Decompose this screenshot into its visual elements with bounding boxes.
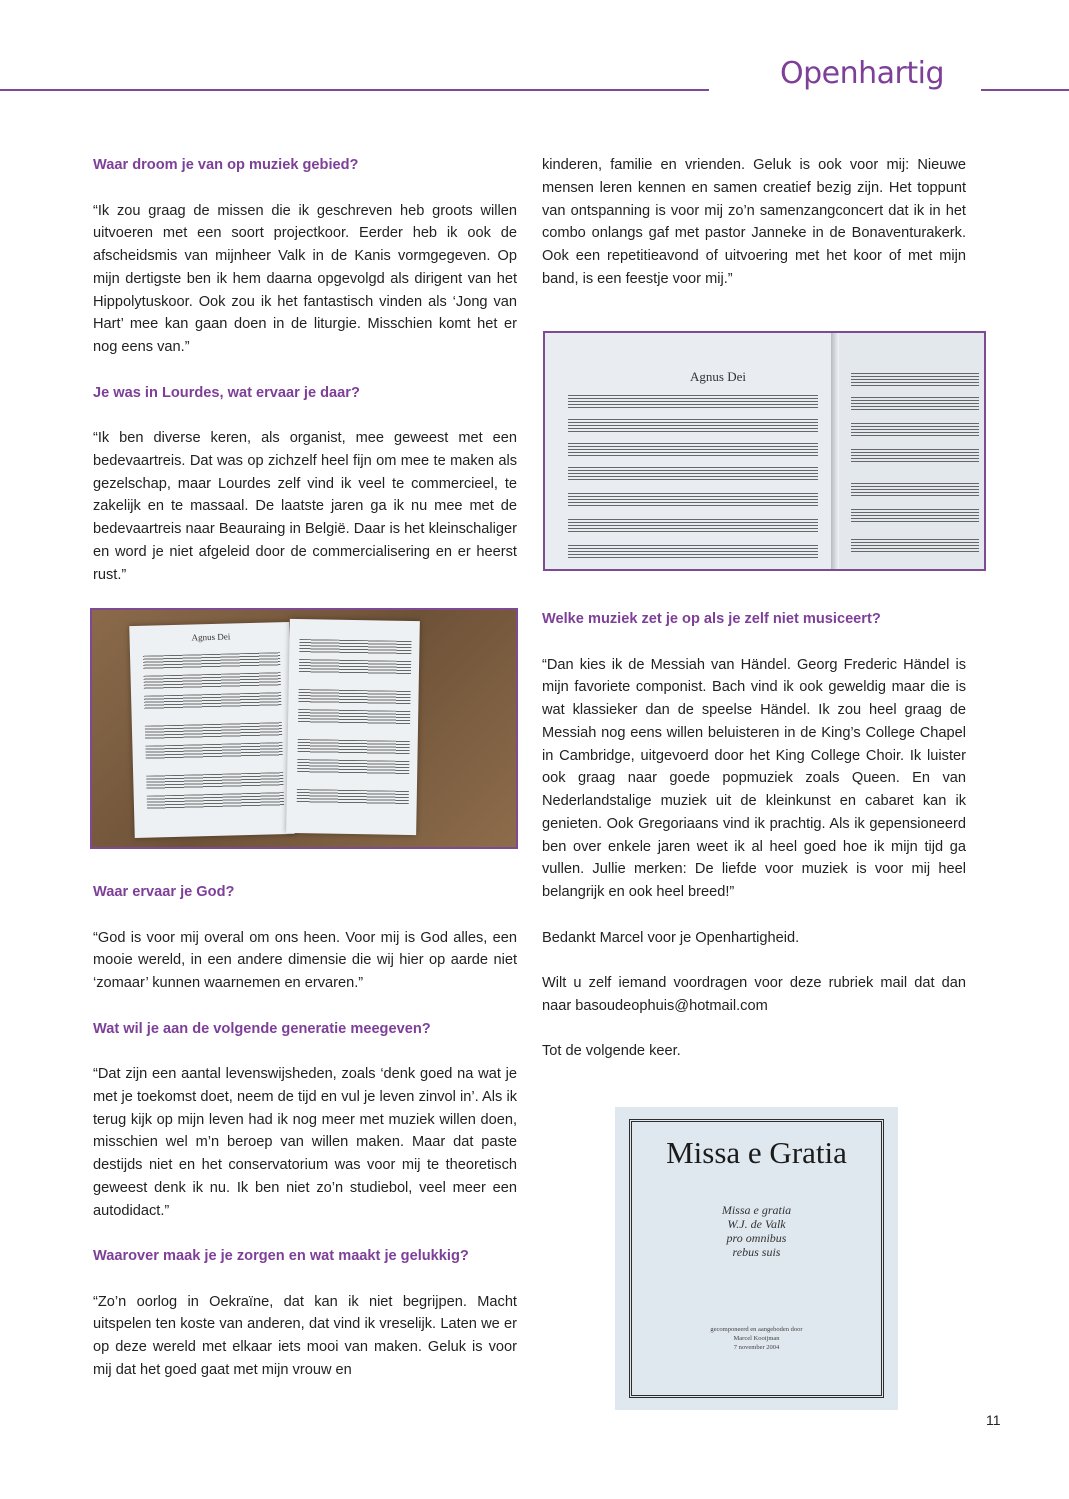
music-staff <box>851 397 979 411</box>
music-staff <box>298 739 410 755</box>
question-heading: Je was in Lourdes, wat ervaar je daar? <box>93 384 360 401</box>
music-staff <box>297 789 409 805</box>
nomination-line: Wilt u zelf iemand voordragen voor deze rubriek mail dat dan naar basoudeophuis@hotmail.com <box>542 975 966 1014</box>
cover-footer-line: Marcel Kooijman <box>733 1335 780 1342</box>
music-staff <box>851 483 979 497</box>
answer-paragraph: “God is voor mij overal om ons heen. Voor mij is God alles, een mooie wereld, in een andere dimensie die wij hier op aarde niet ‘zomaar’ kunnen waarnemen en ervaren.” <box>93 929 517 991</box>
question-heading: Waar ervaar je God? <box>93 884 235 900</box>
music-staff <box>851 373 979 387</box>
music-staff <box>851 423 979 437</box>
score-page-left <box>545 333 835 571</box>
question-heading: Waar droom je van op muziek gebied? <box>93 157 359 173</box>
music-staff <box>568 519 817 533</box>
cover-subtitle-line: rebus suis <box>732 1245 781 1259</box>
header-rule-right <box>981 89 1069 91</box>
cover-title: Missa e Gratia <box>666 1135 847 1170</box>
music-staff <box>851 449 979 463</box>
music-staff <box>568 443 817 457</box>
music-staff <box>568 467 817 481</box>
answer-paragraph: kinderen, familie en vrienden. Geluk is ook voor mij: Nieuwe mensen leren kennen en samen creatief bezig zijn. Het toppunt van ontspanning is voor mij zo’n samenzangconcert dat ik in het combo onlangs gaf met pastor Janneke in de Bonaventurakerk. Ook een repetitieavond of uitvoering met het koor of met mijn band, is een feestje voor mij.” <box>542 157 966 287</box>
cover-subtitle-line: W.J. de Valk <box>727 1217 786 1231</box>
left-column-lower <box>93 881 517 1382</box>
left-column-upper <box>93 154 517 586</box>
photo-score-closeup <box>543 331 986 571</box>
right-column-lower <box>542 608 966 1063</box>
score-page-right <box>839 333 986 571</box>
header-rule-left <box>0 89 709 91</box>
music-staff <box>300 639 412 655</box>
music-staff <box>298 709 410 725</box>
answer-paragraph: “Zo’n oorlog in Oekraïne, dat kan ik niet begrijpen. Macht uitspelen ten koste van anderen, dat vind ik vreselijk. Laten we er op deze wereld met elkaar iets mooi van maken. Geluk is voor mij dat het goed gaat met mijn vrouw en <box>93 1293 517 1378</box>
music-staff <box>145 722 283 740</box>
music-staff <box>143 672 281 690</box>
closing-line: Tot de volgende keer. <box>542 1043 681 1060</box>
score-title: Agnus Dei <box>690 369 746 384</box>
score-page-right <box>286 619 420 835</box>
music-staff <box>146 772 284 790</box>
cover-subtitle-line: Missa e gratia <box>721 1203 792 1217</box>
music-staff <box>568 395 817 409</box>
music-staff <box>851 539 979 553</box>
answer-paragraph: “Ik ben diverse keren, als organist, mee geweest met een bedevaartreis. Dat was op zichzelf heel fijn om mee te maken als gezelschap, maar Lourdes zelf vind ik veel te commercieel, te zakelijk en te massaal. De laatste jaren ga ik nu mee met de bedevaartreis naar Beauraing in België. Daar is het kleinschaliger en word je niet afgeleid door de commercialisering en er heerst rust.” <box>93 430 517 583</box>
page-gutter <box>831 333 839 571</box>
cover-footer-line: gecomponeerd en aangeboden door <box>710 1326 803 1333</box>
music-staff <box>568 419 817 433</box>
answer-paragraph: “Ik zou graag de missen die ik geschreven heb groots willen uitvoeren met een soort projectkoor. Eerder heb ik ook de afscheidsmis van mijnheer Valk in de Kanis vormgegeven. Op mijn dertigste ben ik hem daarna opgevolgd als dirigent van het Hippolytuskoor. Ook zou ik het fantastisch vinden als ‘Jong van Hart’ mee kan gaan doen in de liturgie. Misschien komt het er nog eens van.” <box>93 202 517 355</box>
section-title: Openhartig <box>780 56 944 91</box>
page-number: 11 <box>986 1412 1001 1428</box>
photo-open-score-book <box>90 608 518 849</box>
music-staff <box>299 689 411 705</box>
answer-paragraph: “Dan kies ik de Messiah van Händel. Georg Frederic Händel is mijn favoriete componist. Bach vind ik ook geweldig maar die is wat klassieker dan de speelse Händel. Ik zou heel graag de Messiah nog eens willen beluisteren in de King’s College Chapel in Cambridge, uitgevoerd door het King College Choir. Ik luister ook graag naar goede popmuziek zoals Queen. En van Nederlandstalige muziek uit de kleinkunst en cabaret kan ik genieten. Ook Gregoriaans vind ik prachtig. Als ik gepensioneerd ben over enkele jaren weet ik al heel goed hoe ik mijn tijd ga vullen. Jullie merken: De liefde voor muziek is voor mij heel belangrijk en ook heel breed!” <box>542 656 966 900</box>
thanks-line: Bedankt Marcel voor je Openhartigheid. <box>542 929 800 946</box>
cover-subtitle <box>615 1203 898 1259</box>
photo-missa-cover <box>615 1107 898 1410</box>
music-staff <box>568 493 817 507</box>
answer-paragraph: “Dat zijn een aantal levenswijsheden, zoals ‘denk goed na wat je met je toekomst doet, neem de tijd en vul je leven zinvol in’. Als ik terug kijk op mijn leven had ik nog meer met muziek willen doen, misschien wel m’n beroep van willen maken. Maar dat paste destijds niet en het conservatorium was voor mij te theoretisch geweest denk ik nu. Ik ben niet zo’n studiebol, veel meer een autodidact.” <box>93 1066 517 1219</box>
music-staff <box>298 759 410 775</box>
music-staff <box>568 545 817 559</box>
music-staff <box>146 792 284 810</box>
question-heading: Welke muziek zet je op als je zelf niet musiceert? <box>542 611 881 627</box>
music-staff <box>299 659 411 675</box>
right-column-upper <box>542 154 966 291</box>
cover-footer <box>615 1325 898 1352</box>
cover-footer-line: 7 november 2004 <box>733 1344 780 1351</box>
music-staff <box>851 509 979 523</box>
music-staff <box>145 742 283 760</box>
question-heading: Wat wil je aan de volgende generatie meegeven? <box>93 1020 431 1037</box>
cover-subtitle-line: pro omnibus <box>726 1231 787 1245</box>
score-page-left <box>129 622 294 838</box>
music-staff <box>144 692 282 710</box>
question-heading: Waarover maak je je zorgen en wat maakt je gelukkig? <box>93 1248 469 1264</box>
music-staff <box>143 652 281 670</box>
score-title: Agnus Dei <box>191 631 231 643</box>
